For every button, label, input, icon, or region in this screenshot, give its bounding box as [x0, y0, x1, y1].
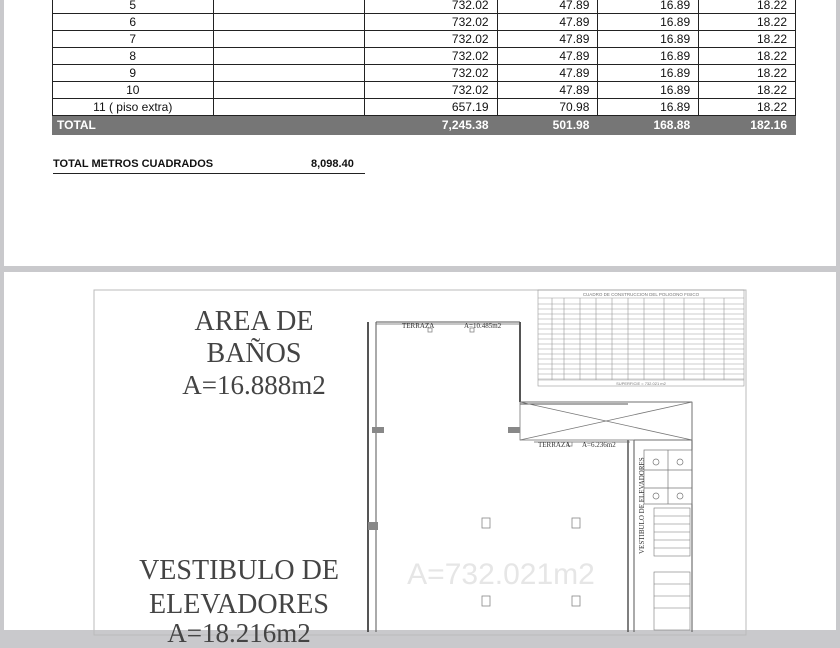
- blank-cell: [213, 99, 364, 116]
- shaft: [520, 402, 692, 440]
- area-b-cell: 47.89: [497, 48, 598, 65]
- area-d-cell: 18.22: [699, 99, 796, 116]
- vestibulo-title: [116, 554, 362, 622]
- terraza-2-label: TERRAZA: [538, 441, 571, 449]
- schedule-title: CUADRO DE CONSTRUCCION DEL POLIGONO FISICO: [582, 292, 700, 297]
- area-d-cell: 18.22: [699, 48, 796, 65]
- area-a-cell: 732.02: [364, 14, 497, 31]
- area-b-cell: 47.89: [497, 82, 598, 99]
- area-d-cell: 18.22: [699, 14, 796, 31]
- area-d-cell: 18.22: [699, 0, 796, 14]
- area-b-cell: 47.89: [497, 31, 598, 48]
- total-d-cell: 182.16: [699, 116, 796, 135]
- blank-cell: [213, 0, 364, 14]
- bathroom-block: [644, 450, 692, 504]
- area-d-cell: 18.22: [699, 31, 796, 48]
- area-b-cell: 47.89: [497, 14, 598, 31]
- area-b-cell: 47.89: [497, 0, 598, 14]
- total-square-meters-label: TOTAL METROS CUADRADOS: [53, 158, 214, 170]
- wall-ticks: [368, 427, 520, 530]
- vestibulo-title-line-2: ELEVADORES: [149, 589, 329, 620]
- terraza-1-area: A=10.485m2: [464, 322, 502, 330]
- area-a-cell: 732.02: [364, 82, 497, 99]
- table-row: [53, 99, 796, 116]
- area-d-cell: 18.22: [699, 65, 796, 82]
- area-a-cell: 732.02: [364, 48, 497, 65]
- total-a-cell: 7,245.38: [364, 116, 497, 135]
- area-a-cell: 657.19: [364, 99, 497, 116]
- table-page: [4, 0, 836, 266]
- blank-cell: [213, 31, 364, 48]
- vestibulo-area: A=18.216m2: [167, 618, 311, 648]
- floor-plan-page: [4, 272, 836, 648]
- total-row: [53, 116, 796, 135]
- banos-title-line-2: BAÑOS: [206, 338, 302, 369]
- table-row: [53, 65, 796, 82]
- blank-cell: [213, 65, 364, 82]
- floor-cell: 5: [53, 0, 214, 14]
- area-c-cell: 16.89: [598, 14, 699, 31]
- total-square-meters: [53, 158, 365, 174]
- banos-title: [154, 306, 354, 370]
- table-row: [53, 14, 796, 31]
- table-row: [53, 0, 796, 14]
- total-label-cell: TOTAL: [53, 116, 214, 135]
- total-b-cell: 501.98: [497, 116, 598, 135]
- blank-cell: [213, 116, 364, 135]
- area-c-cell: 16.89: [598, 65, 699, 82]
- area-c-cell: 16.89: [598, 48, 699, 65]
- area-c-cell: 16.89: [598, 99, 699, 116]
- terraza-2-area: A=6.236m2: [582, 441, 616, 449]
- vestibulo-title-line-1: VESTIBULO DE: [139, 555, 339, 586]
- table-row: [53, 31, 796, 48]
- banos-area: A=16.888m2: [182, 370, 326, 400]
- floor-cell: 10: [53, 82, 214, 99]
- schedule-footer: SUPERFICIE = 732.021 m2: [616, 381, 666, 386]
- blank-cell: [213, 14, 364, 31]
- floor-cell: 11 ( piso extra): [53, 99, 214, 116]
- stairs: [654, 508, 690, 630]
- area-a-cell: 732.02: [364, 31, 497, 48]
- blank-cell: [213, 48, 364, 65]
- floor-cell: 9: [53, 65, 214, 82]
- main-area-label: A=732.021m2: [407, 558, 595, 591]
- area-a-cell: 732.02: [364, 0, 497, 14]
- area-c-cell: 16.89: [598, 31, 699, 48]
- area-d-cell: 18.22: [699, 82, 796, 99]
- construction-schedule: [538, 290, 744, 386]
- area-table: [52, 0, 796, 135]
- banos-title-line-1: AREA DE: [194, 306, 314, 337]
- blank-cell: [213, 82, 364, 99]
- total-c-cell: 168.88: [598, 116, 699, 135]
- area-b-cell: 70.98: [497, 99, 598, 116]
- vertical-elevator-label: VESTIBULO DE ELEVADORES: [638, 457, 646, 554]
- area-c-cell: 16.89: [598, 0, 699, 14]
- area-a-cell: 732.02: [364, 65, 497, 82]
- total-square-meters-value: 8,098.40: [311, 158, 354, 170]
- table-row: [53, 82, 796, 99]
- floor-cell: 8: [53, 48, 214, 65]
- terraza-1-label: TERRAZA: [402, 322, 435, 330]
- area-b-cell: 47.89: [497, 65, 598, 82]
- area-c-cell: 16.89: [598, 82, 699, 99]
- table-row: [53, 48, 796, 65]
- floor-cell: 6: [53, 14, 214, 31]
- floor-cell: 7: [53, 31, 214, 48]
